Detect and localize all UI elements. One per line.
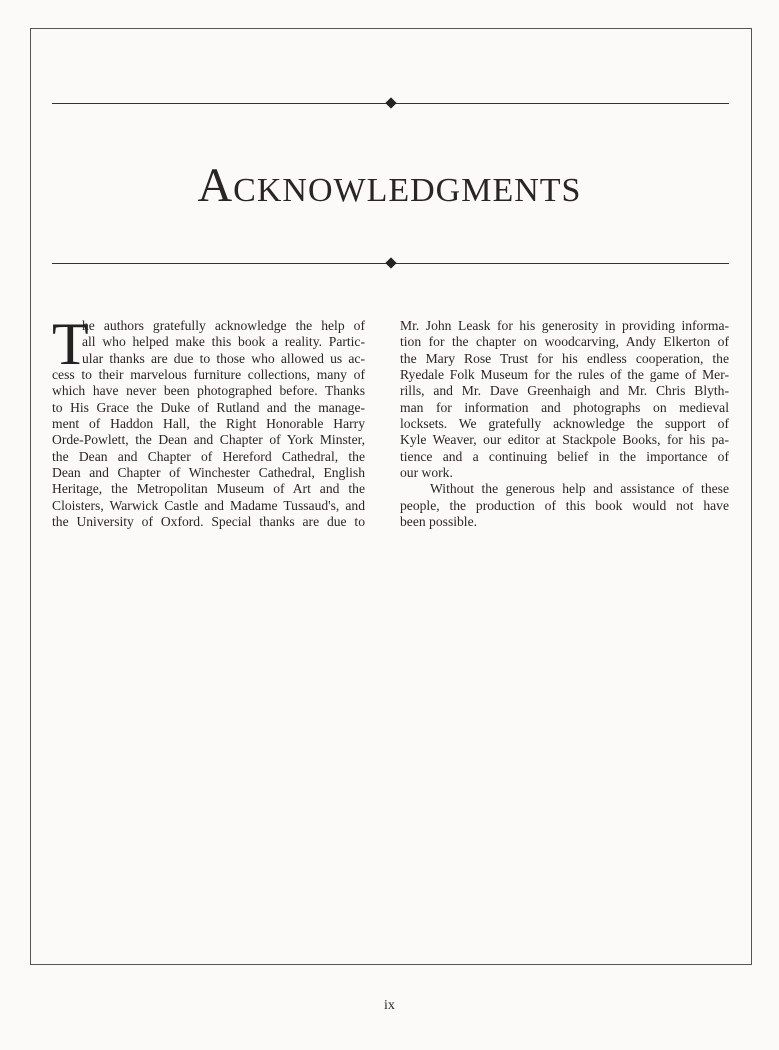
text-line: Mr. John Leask for his generosity in providing informa-: [400, 318, 729, 333]
text-line: been possible.: [400, 514, 478, 530]
page-number: ix: [384, 998, 395, 1013]
text-line: tience and a continuing belief in the importance of: [400, 448, 729, 464]
text-line: people, the production of this book would not have: [400, 497, 729, 513]
text-line: the Dean and Chapter of Hereford Cathedral, the: [52, 448, 365, 464]
drop-cap: T: [52, 311, 89, 377]
text-line: cess to their marvelous furniture collections, many of: [52, 367, 365, 383]
text-line: Heritage, the Metropolitan Museum of Art and the: [52, 481, 365, 497]
text-line: Dean and Chapter of Winchester Cathedral, English: [52, 465, 365, 481]
text-line: he authors gratefully acknowledge the help of: [82, 318, 365, 333]
text-line: locksets. We gratefully acknowledge the support of: [400, 416, 729, 432]
text-line: which have never been photographed before. Thanks: [52, 383, 365, 399]
text-line: rills, and Mr. Dave Greenhaigh and Mr. Chris Blyth-: [400, 383, 729, 399]
text-line: ment of Haddon Hall, the Right Honorable Harry: [52, 416, 365, 432]
text-line: Orde-Powlett, the Dean and Chapter of York Minster,: [52, 432, 365, 448]
text-line: the University of Oxford. Special thanks are due to: [52, 514, 365, 530]
right-column: [400, 318, 729, 530]
text-line: the Mary Rose Trust for his endless cooperation, the: [400, 350, 729, 366]
text-line: ular thanks are due to those who allowed us ac-: [82, 350, 365, 366]
text-line: Cloisters, Warwick Castle and Madame Tussaud's, and: [52, 497, 365, 513]
text-line: Kyle Weaver, our editor at Stackpole Books, for his pa-: [400, 432, 729, 448]
left-column: [52, 311, 365, 530]
text-line: Without the generous help and assistance of these: [430, 481, 729, 497]
text-line: to His Grace the Duke of Rutland and the manage-: [52, 399, 365, 415]
text-line: tion for the chapter on woodcarving, Andy Elkerton of: [400, 334, 729, 350]
text-line: our work.: [400, 465, 453, 481]
text-line: all who helped make this book a reality. Partic-: [82, 334, 365, 350]
page-title: Acknowledgments: [197, 159, 582, 212]
text-line: Ryedale Folk Museum for the rules of the game of Mer-: [400, 367, 729, 383]
text-line: man for information and photographs on medieval: [400, 399, 729, 415]
